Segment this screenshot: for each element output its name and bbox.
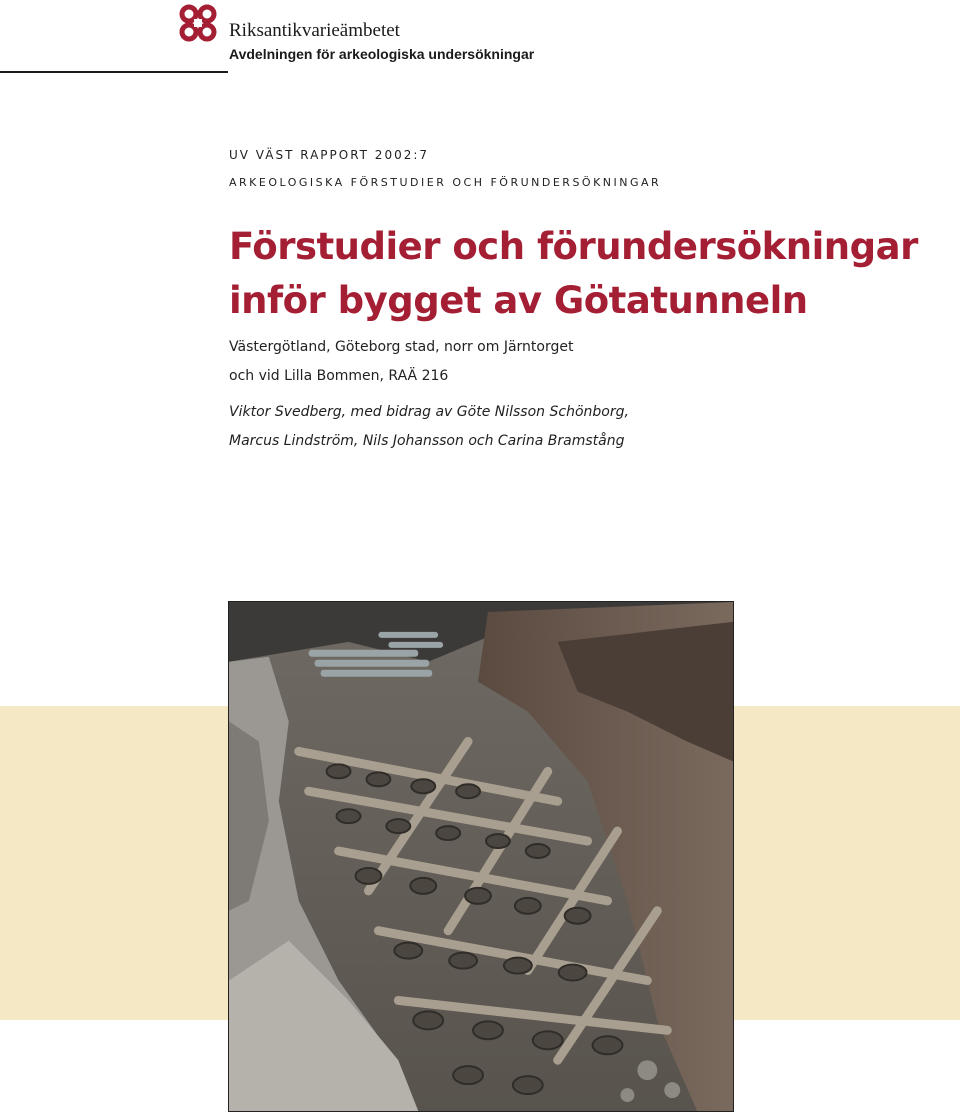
header-divider	[0, 71, 228, 73]
authors-text	[229, 398, 629, 456]
location-line-2: och vid Lilla Bommen, RAÄ 216	[229, 368, 449, 384]
location-text	[229, 333, 573, 391]
excavation-photo-illustration	[229, 602, 733, 1111]
location-line-1: Västergötland, Göteborg stad, norr om Järntorget	[229, 339, 574, 355]
organization-name: Riksantikvarieämbetet	[229, 20, 400, 41]
department-name: Avdelningen för arkeologiska undersökningar	[229, 46, 535, 62]
title-line-2: inför bygget av Götatunneln	[229, 279, 808, 322]
authors-line-2: Marcus Lindström, Nils Johansson och Carina Bramstång	[229, 433, 625, 449]
title-line-1: Förstudier och förundersökningar	[229, 225, 918, 268]
report-series: UV VÄST RAPPORT 2002:7	[229, 148, 430, 162]
authors-line-1: Viktor Svedberg, med bidrag av Göte Nilsson Schönborg,	[229, 404, 629, 420]
cloverleaf-logo-icon	[178, 3, 218, 43]
page-title	[229, 220, 918, 328]
report-category: ARKEOLOGISKA FÖRSTUDIER OCH FÖRUNDERSÖKNINGAR	[229, 176, 662, 189]
cover-photo	[228, 601, 734, 1112]
